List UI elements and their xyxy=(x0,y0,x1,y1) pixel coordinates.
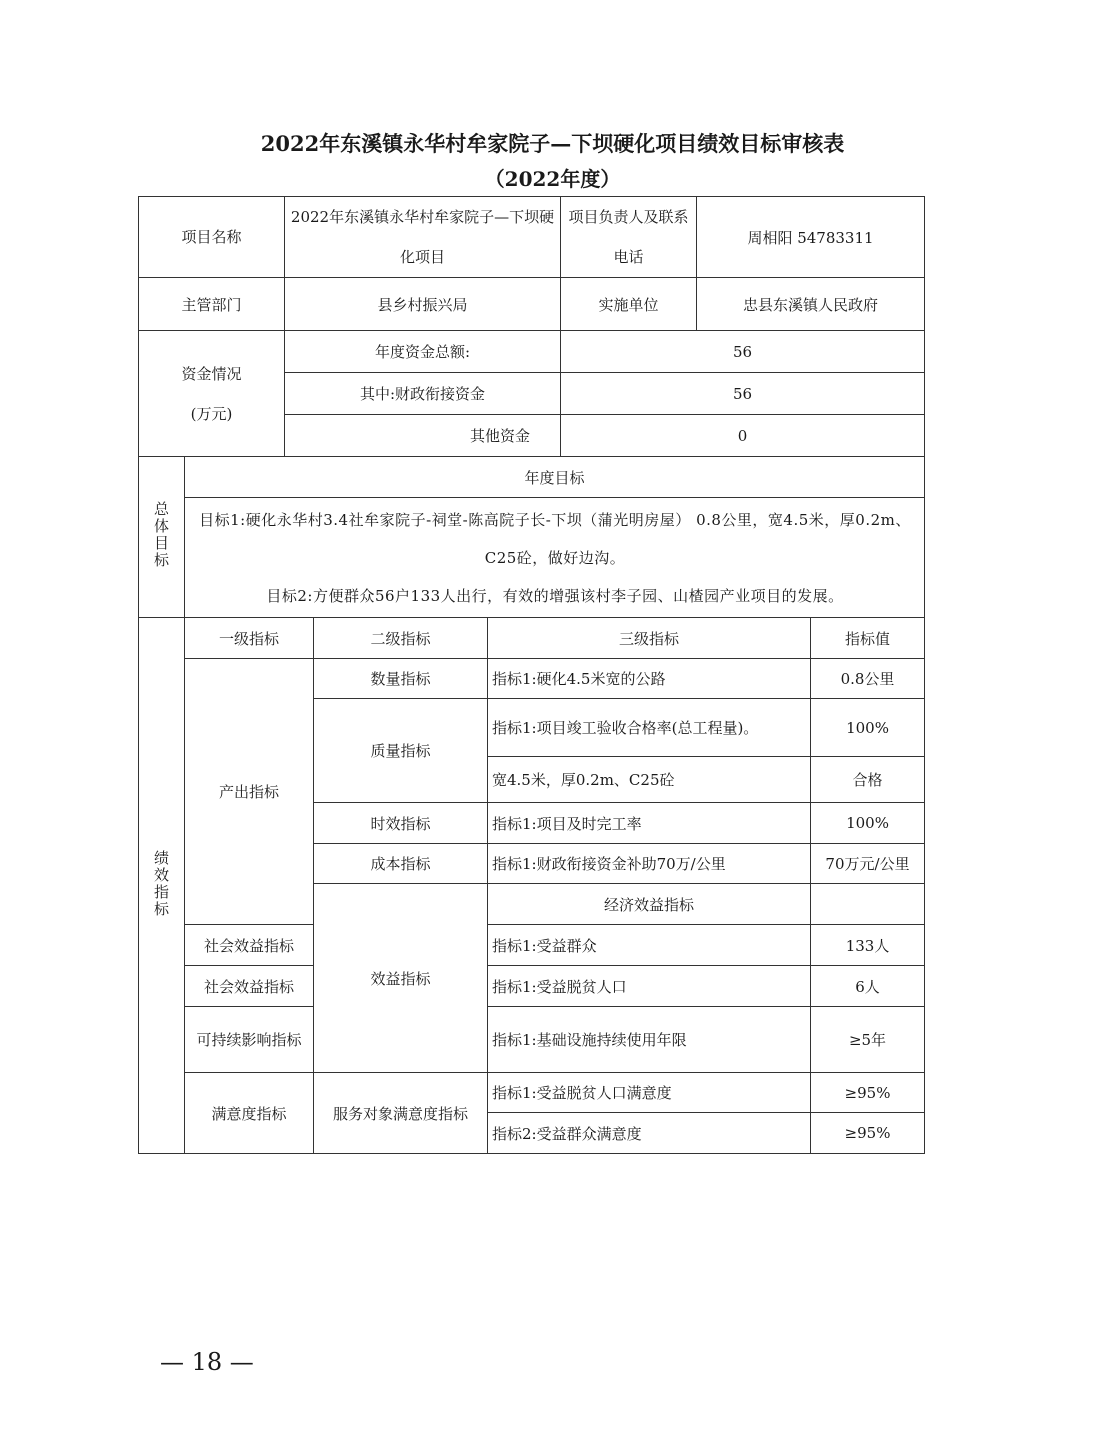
overall-goal-section-text: 总体目标 xyxy=(152,501,170,569)
quality-indicator-desc-1: 指标1:项目竣工验收合格率(总工程量)。 xyxy=(488,699,811,757)
satisfaction-value-1: ≥95% xyxy=(811,1073,925,1113)
quantity-indicator-label: 数量指标 xyxy=(314,659,488,699)
funds-label-line2: (万元) xyxy=(190,404,233,423)
header-level3: 三级指标 xyxy=(488,618,811,659)
header-value: 指标值 xyxy=(811,618,925,659)
funds-fiscal-value: 56 xyxy=(561,373,925,415)
cost-indicator-value: 70万元/公里 xyxy=(811,844,925,884)
sustain-indicator-label: 可持续影响指标 xyxy=(185,1007,314,1073)
page-title: 2022年东溪镇永华村牟家院子—下坝硬化项目绩效目标审核表 xyxy=(260,131,845,156)
funds-other-label: 其他资金 xyxy=(285,415,561,457)
performance-table xyxy=(138,456,925,1154)
header-level2: 二级指标 xyxy=(314,618,488,659)
annual-goal-content xyxy=(185,498,925,618)
contact-label: 项目负责人及联系电话 xyxy=(561,197,697,278)
timeliness-indicator-desc: 指标1:项目及时完工率 xyxy=(488,803,811,844)
cost-indicator-desc: 指标1:财政衔接资金补助70万/公里 xyxy=(488,844,811,884)
social-indicator-value-1: 133人 xyxy=(811,925,925,966)
perf-section-label xyxy=(139,618,185,1154)
social-indicator-desc-1: 指标1:受益群众 xyxy=(488,925,811,966)
social-indicator-value-2: 6人 xyxy=(811,966,925,1007)
satisfaction-indicator-label: 满意度指标 xyxy=(185,1073,314,1154)
social-indicator-desc-2: 指标1:受益脱贫人口 xyxy=(488,966,811,1007)
impl-value: 忠县东溪镇人民政府 xyxy=(697,278,925,331)
annual-goal-header: 年度目标 xyxy=(185,457,925,498)
goal-2: 目标2:方便群众56户133人出行，有效的增强该村李子园、山楂园产业项目的发展。 xyxy=(266,586,844,605)
quality-indicator-desc-2: 宽4.5米，厚0.2m、C25砼 xyxy=(488,757,811,803)
sustain-indicator-desc: 指标1:基础设施持续使用年限 xyxy=(488,1007,811,1073)
quality-indicator-value-1: 100% xyxy=(811,699,925,757)
funds-total-label: 年度资金总额: xyxy=(285,331,561,373)
funds-label-line1: 资金情况 xyxy=(181,364,242,383)
perf-section-text: 绩效指标 xyxy=(152,849,170,918)
project-name-label: 项目名称 xyxy=(139,197,285,278)
quality-indicator-label: 质量指标 xyxy=(314,699,488,803)
timeliness-indicator-label: 时效指标 xyxy=(314,803,488,844)
contact-value: 周相阳 54783311 xyxy=(697,197,925,278)
page-number: — 18 — xyxy=(160,1348,254,1376)
benefit-indicator-label: 效益指标 xyxy=(314,884,488,1073)
funds-other-value: 0 xyxy=(561,415,925,457)
quantity-indicator-desc: 指标1:硬化4.5米宽的公路 xyxy=(488,659,811,699)
impl-label: 实施单位 xyxy=(561,278,697,331)
project-name-value: 2022年东溪镇永华村牟家院子—下坝硬化项目 xyxy=(285,197,561,278)
overall-goal-section-label xyxy=(139,457,185,618)
dept-funds-table xyxy=(138,277,925,457)
page-subtitle: （2022年度） xyxy=(484,167,621,191)
economic-indicator-label: 经济效益指标 xyxy=(488,884,811,925)
funds-label xyxy=(139,331,285,457)
cost-indicator-label: 成本指标 xyxy=(314,844,488,884)
quality-indicator-value-2: 合格 xyxy=(811,757,925,803)
social-indicator-label-1: 社会效益指标 xyxy=(185,925,314,966)
output-indicator-label: 产出指标 xyxy=(185,659,314,925)
dept-label: 主管部门 xyxy=(139,278,285,331)
funds-total-value: 56 xyxy=(561,331,925,373)
social-indicator-label-2: 社会效益指标 xyxy=(185,966,314,1007)
economic-indicator-desc xyxy=(811,884,925,925)
goal-1: 目标1:硬化永华村3.4社牟家院子-祠堂-陈高院子长-下坝（蒲光明房屋） 0.8公里，宽4.5米，厚0.2m、C25砼，做好边沟。 xyxy=(199,510,911,567)
sustain-indicator-value: ≥5年 xyxy=(811,1007,925,1073)
funds-fiscal-label: 其中:财政衔接资金 xyxy=(285,373,561,415)
project-info-table xyxy=(138,196,925,278)
timeliness-indicator-value: 100% xyxy=(811,803,925,844)
header-level1: 一级指标 xyxy=(185,618,314,659)
service-satisfaction-label: 服务对象满意度指标 xyxy=(314,1073,488,1154)
satisfaction-desc-1: 指标1:受益脱贫人口满意度 xyxy=(488,1073,811,1113)
satisfaction-desc-2: 指标2:受益群众满意度 xyxy=(488,1113,811,1154)
satisfaction-value-2: ≥95% xyxy=(811,1113,925,1154)
quantity-indicator-value: 0.8公里 xyxy=(811,659,925,699)
dept-value: 县乡村振兴局 xyxy=(285,278,561,331)
